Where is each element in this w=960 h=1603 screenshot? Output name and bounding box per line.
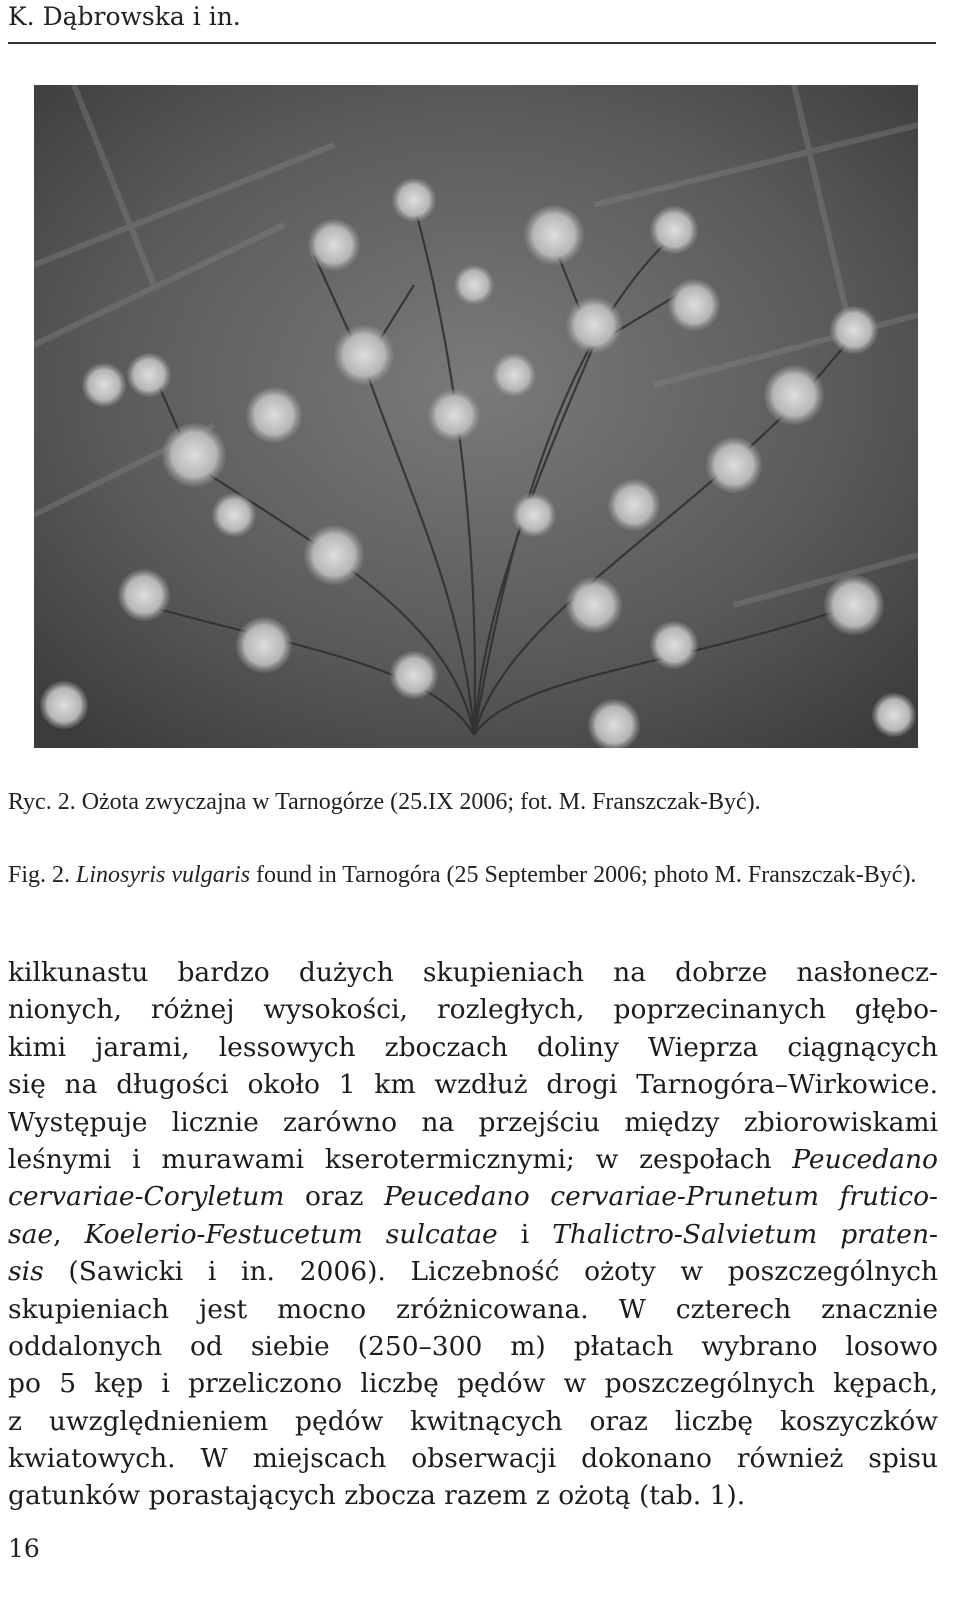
- caption-pl-text: Ryc. 2. Ożota zwyczajna w Tarnogórze (25.IX 2006; fot. M. Franszczak-Być).: [8, 789, 761, 815]
- body-line: [8, 1216, 938, 1253]
- body-line: [8, 1477, 938, 1514]
- text-run: się na długości około 1 km wzdłuż drogi Tarnogóra–Wirkowice.: [8, 1069, 938, 1101]
- text-run: nionych, różnej wysokości, rozległych, poprzecinanych głębo-: [8, 994, 938, 1026]
- body-paragraph: [8, 954, 938, 1515]
- header-rule: [8, 42, 936, 44]
- figure-photo: [34, 85, 918, 748]
- text-run: z uwzględnieniem pędów kwitnących oraz liczbę koszyczków: [8, 1405, 938, 1437]
- body-line: [8, 1141, 938, 1178]
- figure-caption-en: [8, 857, 936, 893]
- italic-run: Peucedano: [792, 1143, 938, 1175]
- body-line: [8, 991, 938, 1028]
- caption-en-rest: found in Tarnogóra (25 September 2006; photo M. Franszczak-Być).: [250, 862, 917, 888]
- text-run: Występuje licznie zarówno na przejściu między zbiorowiskami: [8, 1106, 938, 1138]
- text-run: kimi jarami, lessowych zboczach doliny Wieprza ciągnących: [8, 1031, 938, 1063]
- body-line: [8, 1253, 938, 1290]
- body-line: [8, 954, 938, 991]
- italic-run: Peucedano cervariae-Prunetum frutico-: [384, 1181, 938, 1213]
- text-run: i: [497, 1218, 553, 1250]
- body-line: [8, 1403, 938, 1440]
- body-line: [8, 1104, 938, 1141]
- text-run: po 5 kęp i przeliczono liczbę pędów w poszczególnych kępach,: [8, 1368, 938, 1400]
- body-line: [8, 1066, 938, 1103]
- body-line: [8, 1178, 938, 1215]
- body-line: [8, 1328, 938, 1365]
- text-run: ,: [53, 1218, 85, 1250]
- italic-run: cervariae-Coryletum: [8, 1181, 285, 1213]
- figure-caption-pl: [8, 784, 936, 820]
- text-run: kilkunastu bardzo dużych skupieniach na dobrze nasłonecz-: [8, 957, 938, 988]
- italic-run: Koelerio-Festucetum sulcatae: [84, 1218, 498, 1250]
- page-number: 16: [8, 1534, 40, 1563]
- running-head: K. Dąbrowska i in.: [8, 2, 241, 31]
- plant-photo-image: [34, 85, 918, 748]
- text-run: leśnymi i murawami kserotermicznymi; w zespołach: [8, 1143, 793, 1175]
- body-line: [8, 1365, 938, 1402]
- caption-en-species: Linosyris vulgaris: [76, 862, 251, 888]
- text-run: skupieniach jest mocno zróżnicowana. W czterech znacznie: [8, 1293, 938, 1325]
- text-run: (Sawicki i in. 2006). Liczebność ożoty w poszczególnych: [43, 1256, 938, 1288]
- italic-run: Thalictro-Salvietum praten-: [552, 1218, 938, 1250]
- body-line: [8, 1291, 938, 1328]
- italic-run: sae: [8, 1218, 54, 1250]
- body-line: [8, 1440, 938, 1477]
- text-run: kwiatowych. W miejscach obserwacji dokonano również spisu: [8, 1443, 938, 1475]
- caption-en-lead: Fig. 2.: [8, 862, 77, 888]
- text-run: gatunków porastających zbocza razem z ożotą (tab. 1).: [8, 1480, 746, 1512]
- text-run: oraz: [284, 1181, 384, 1213]
- body-line: [8, 1029, 938, 1066]
- text-run: oddalonych od siebie (250–300 m) płatach wybrano losowo: [8, 1330, 938, 1362]
- italic-run: sis: [8, 1256, 44, 1288]
